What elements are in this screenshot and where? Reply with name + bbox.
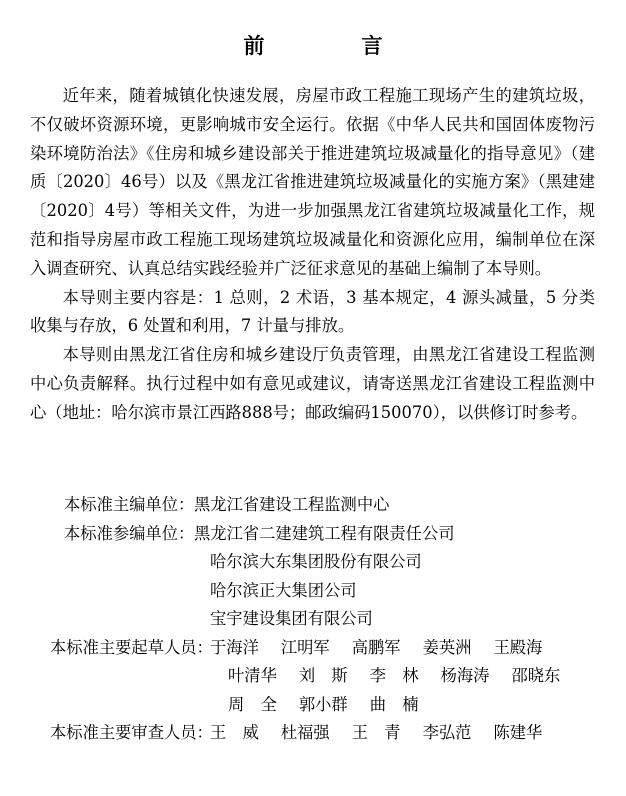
person-name: 杜福强 [280, 723, 330, 742]
chief-editor-unit: 黑龙江省建设工程监测中心 [194, 495, 390, 514]
participating-unit: 哈尔滨正大集团公司 [210, 580, 357, 600]
person-name: 周 全 [228, 694, 277, 714]
drafters-names [228, 691, 441, 720]
preface-paragraph: 近年来，随着城镇化快速发展，房屋市政工程施工现场产生的建筑垃圾，不仅破坏资源环境，更影响城市安全运行。依据《中华人民共和国固体废物污染环境防治法》《住房和城乡建设部关于推进建筑垃圾减量化的指导意见》（建质〔2020〕46号）以及《黑龙江省推进建筑垃圾减量化的实施方案》（黑建建〔2020〕4号）等相关文件，为进一步加强黑龙江省建筑垃圾减量化工作，规范和指导房屋市政工程施工现场建筑垃圾减量化和资源化应用，编制单位在深入调查研究、认真总结实践经验并广泛征求意见的基础上编制了本导则。 [30, 86, 595, 278]
person-name: 王 青 [351, 723, 401, 742]
person-name: 曲 楠 [369, 694, 419, 714]
credits-section [30, 491, 600, 748]
reviewers-names [210, 719, 564, 748]
preface-body [30, 82, 595, 428]
drafters-row [30, 634, 600, 663]
person-name: 李 林 [369, 666, 419, 685]
drafters-names [210, 634, 564, 663]
person-name: 王 威 [210, 723, 259, 742]
participating-row [30, 520, 600, 549]
participating-row [30, 577, 600, 606]
person-name: 江明军 [280, 637, 330, 657]
person-name: 杨海涛 [440, 666, 490, 685]
person-name: 刘 斯 [298, 666, 348, 685]
person-name: 郭小群 [298, 694, 348, 714]
chief-editor-label: 本标准主编单位： [64, 495, 195, 514]
participating-unit: 黑龙江省二建建筑工程有限责任公司 [194, 523, 455, 543]
page-title: 前 言 [243, 34, 421, 58]
person-name: 陈建华 [493, 723, 543, 742]
participating-unit: 宝宇建设集团有限公司 [210, 609, 373, 628]
participating-unit: 哈尔滨大东集团股份有限公司 [210, 552, 422, 571]
drafters-row [30, 691, 600, 720]
reviewers-label: 本标准主要审查人员： [50, 723, 213, 742]
person-name: 邵晓东 [511, 666, 561, 685]
chief-editor-row [30, 491, 600, 520]
person-name: 叶清华 [228, 666, 277, 685]
person-name: 高鹏军 [351, 637, 401, 657]
drafters-names [228, 662, 582, 691]
participating-row [30, 605, 600, 634]
person-name: 姜英洲 [422, 637, 472, 657]
participating-label: 本标准参编单位： [64, 523, 195, 543]
preface-paragraph: 本导则由黑龙江省住房和城乡建设厅负责管理，由黑龙江省建设工程监测中心负责解释。执行过程中如有意见或建议，请寄送黑龙江省建设工程监测中心（地址：哈尔滨市景江西路888号；邮政编码150070），以供修订时参考。 [30, 345, 595, 422]
person-name: 王殿海 [493, 637, 543, 657]
participating-row [30, 548, 600, 577]
reviewers-row [30, 719, 600, 748]
drafters-label: 本标准主要起草人员： [50, 637, 213, 657]
preface-paragraph: 本导则主要内容是：1 总则，2 术语，3 基本规定，4 源头减量，5 分类收集与存放，6 处置和利用，7 计量与排放。 [30, 287, 595, 336]
drafters-row [30, 662, 600, 691]
person-name: 李弘范 [422, 723, 472, 742]
person-name: 于海洋 [210, 637, 259, 657]
